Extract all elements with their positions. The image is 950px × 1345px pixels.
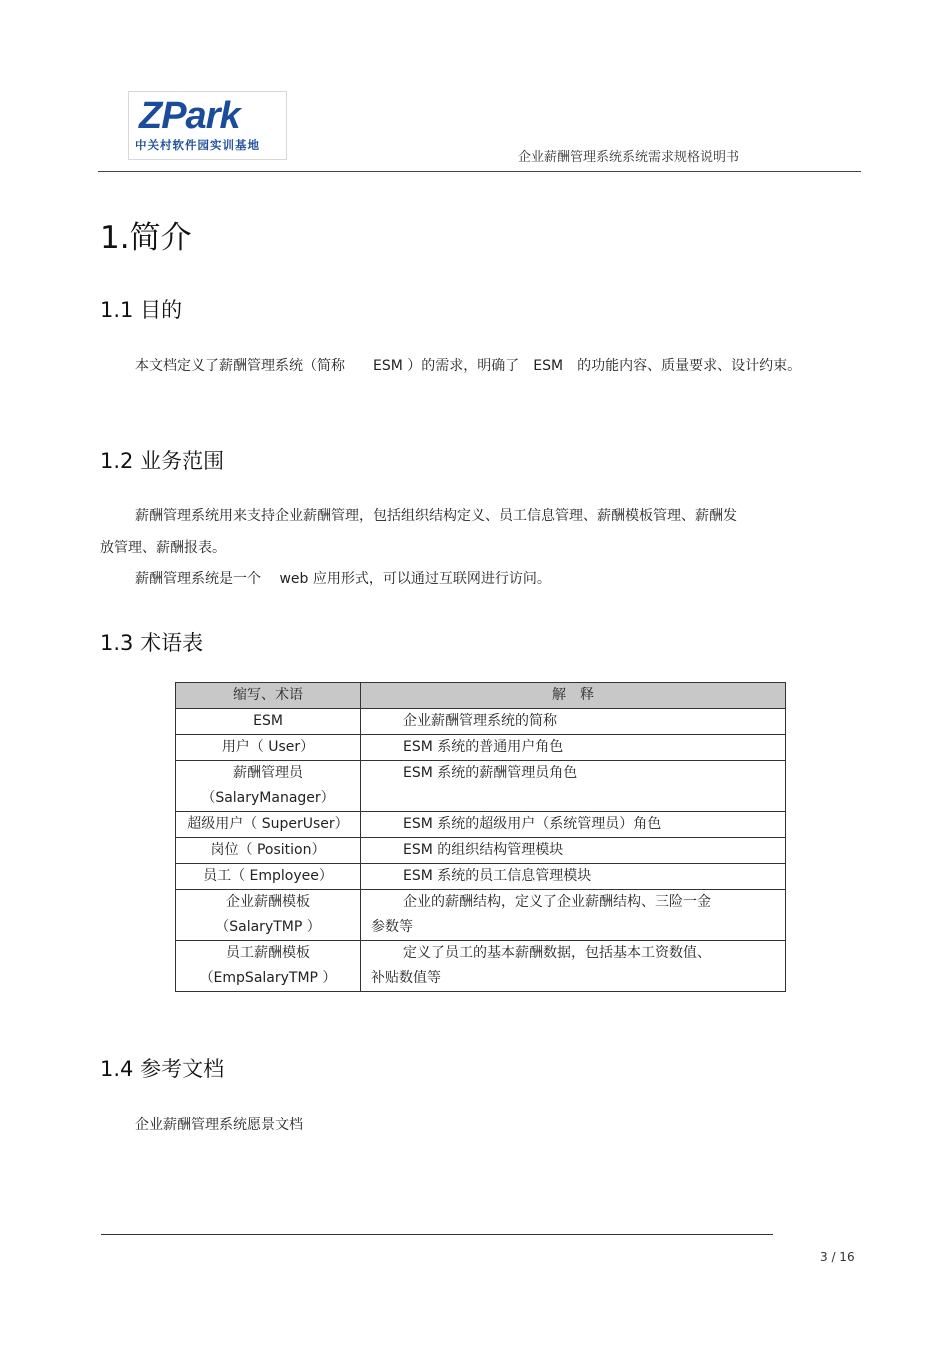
description-cell: 企业的薪酬结构，定义了企业薪酬结构、三险一金 参数等 xyxy=(361,890,786,941)
table-row xyxy=(176,838,786,864)
table-row xyxy=(176,761,786,812)
scope-paragraph-line2: 放管理、薪酬报表。 xyxy=(100,540,226,556)
table-row xyxy=(176,735,786,761)
table-row xyxy=(176,890,786,941)
term-cell: 员工（ Employee） xyxy=(176,864,361,890)
description-cell: ESM 系统的薪酬管理员角色 xyxy=(361,761,786,812)
description-cell: ESM 系统的员工信息管理模块 xyxy=(361,864,786,890)
term-cell: 岗位（ Position） xyxy=(176,838,361,864)
page-number: 3 / 16 xyxy=(820,1250,855,1264)
glossary-table xyxy=(175,682,786,992)
term-cell: 企业薪酬模板 （SalaryTMP ） xyxy=(176,890,361,941)
table-row xyxy=(176,941,786,992)
chapter-heading: 1.简介 xyxy=(100,220,192,256)
term-cell: 超级用户（ SuperUser） xyxy=(176,812,361,838)
logo-wordmark: ZPark xyxy=(139,95,240,137)
description-cell: ESM 系统的超级用户（系统管理员）角色 xyxy=(361,812,786,838)
header-divider xyxy=(98,171,861,172)
scope-paragraph-line1: 薪酬管理系统用来支持企业薪酬管理，包括组织结构定义、员工信息管理、薪酬模板管理、薪酬发 xyxy=(135,508,737,524)
glossary-col-description: 解 释 xyxy=(361,683,786,709)
section-heading-scope: 1.2 业务范围 xyxy=(100,449,225,473)
glossary-col-term: 缩写、术语 xyxy=(176,683,361,709)
company-logo xyxy=(128,91,287,160)
description-cell: ESM 系统的普通用户角色 xyxy=(361,735,786,761)
references-paragraph: 企业薪酬管理系统愿景文档 xyxy=(135,1117,303,1133)
term-cell: ESM xyxy=(176,709,361,735)
term-cell: 员工薪酬模板 （EmpSalaryTMP ） xyxy=(176,941,361,992)
logo-subtitle: 中关村软件园实训基地 xyxy=(135,138,260,152)
purpose-paragraph: 本文档定义了薪酬管理系统（简称 ESM ）的需求，明确了 ESM 的功能内容、质量要求、设计约束。 xyxy=(135,358,802,374)
section-heading-glossary: 1.3 术语表 xyxy=(100,631,204,655)
description-cell: ESM 的组织结构管理模块 xyxy=(361,838,786,864)
table-row xyxy=(176,864,786,890)
description-cell: 定义了员工的基本薪酬数据，包括基本工资数值、 补贴数值等 xyxy=(361,941,786,992)
document-title: 企业薪酬管理系统系统需求规格说明书 xyxy=(518,150,740,165)
section-heading-references: 1.4 参考文档 xyxy=(100,1057,225,1081)
description-cell: 企业薪酬管理系统的简称 xyxy=(361,709,786,735)
term-cell: 用户（ User） xyxy=(176,735,361,761)
section-heading-purpose: 1.1 目的 xyxy=(100,298,183,322)
term-cell: 薪酬管理员 （SalaryManager） xyxy=(176,761,361,812)
table-row xyxy=(176,812,786,838)
footer-divider xyxy=(101,1234,773,1235)
table-row xyxy=(176,709,786,735)
scope-paragraph-line3: 薪酬管理系统是一个 web 应用形式，可以通过互联网进行访问。 xyxy=(135,571,551,587)
glossary-header-row xyxy=(176,683,786,709)
